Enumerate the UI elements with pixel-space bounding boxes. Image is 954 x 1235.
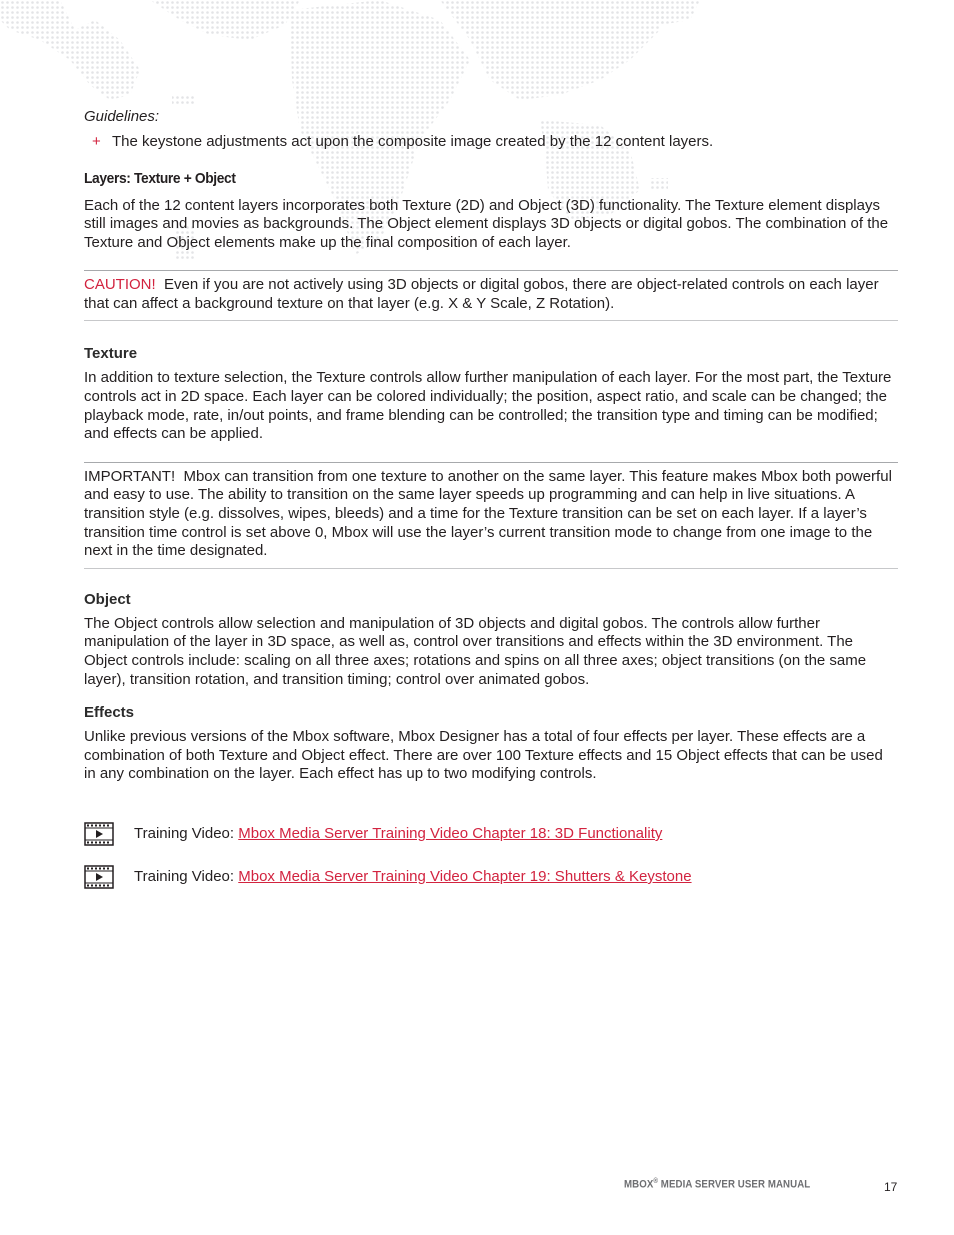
guidelines-label: Guidelines: bbox=[84, 108, 160, 125]
bullet-text: The keystone adjustments act upon the composite image created by the 12 content layers. bbox=[112, 133, 714, 150]
object-heading: Object bbox=[84, 590, 131, 608]
training-video-link-ch18[interactable]: Mbox Media Server Training Video Chapter 18: 3D Functionality bbox=[238, 824, 663, 842]
section-paragraph: Each of the 12 content layers incorporates both Texture (2D) and Object (3D) functionality. The Texture element displays still images and movies as backgrounds. The Object element displays 3D objects or digital gobos. The combination of the Texture and Object elements make up the final composition of each layer. bbox=[84, 196, 889, 251]
caution-label: CAUTION! bbox=[84, 276, 156, 294]
training-video-row bbox=[84, 865, 898, 889]
training-video-link-ch19[interactable]: Mbox Media Server Training Video Chapter 19: Shutters & Keystone bbox=[238, 867, 692, 885]
bullet-item bbox=[84, 133, 898, 152]
training-video-row bbox=[84, 822, 898, 846]
footer-brand: MBOX bbox=[624, 1178, 654, 1191]
texture-heading: Texture bbox=[84, 345, 138, 363]
footer-registered-mark: ® bbox=[653, 1178, 659, 1185]
effects-heading: Effects bbox=[84, 704, 135, 722]
important-text: Mbox can transition from one texture to another on the same layer. This feature makes Mbox both powerful and easy to use. The ability to transition on the same layer speeds up programming and can help in live situations. A transition style (e.g. dissolves, wipes, bleeds) and a time for the Texture transition can be set on each layer. If a layer’s transition time control is set above 0, Mbox will use the layer’s current transition mode to change from one image to the next in the time designated. bbox=[84, 467, 892, 560]
caution-text: Even if you are not actively using 3D objects or digital gobos, there are object-related controls on each layer that can affect a background texture on that layer (e.g. X & Y Scale, Z Rotation). bbox=[84, 276, 879, 312]
plus-bullet-icon: + bbox=[92, 133, 101, 150]
training-video-prefix: Training Video: bbox=[134, 867, 235, 885]
page-content bbox=[84, 108, 898, 889]
film-play-icon bbox=[84, 822, 114, 846]
section-heading: Layers: Texture + Object bbox=[84, 169, 236, 187]
object-paragraph: The Object controls allow selection and manipulation of 3D objects and digital gobos. The controls allow further manipulation of the layer in 3D space, as well as, control over transitions and effects within the 3D environment. The Object controls include: scaling on all three axes; rotations and spins on all three axes; object transitions (on the same layer), transition rotation, and transition timing; control over animated gobos. bbox=[84, 614, 867, 688]
important-label: IMPORTANT! bbox=[84, 467, 176, 485]
effects-paragraph: Unlike previous versions of the Mbox software, Mbox Designer has a total of four effects per layer. These effects are a combination of both Texture and Object effect. There are over 100 Texture effects and 15 Object effects that can be used in any combination on the layer. Each effect has up to two modifying controls. bbox=[84, 728, 883, 783]
page-number: 17 bbox=[884, 1180, 898, 1194]
important-note bbox=[84, 462, 898, 569]
texture-paragraph: In addition to texture selection, the Texture controls allow further manipulation of each layer. For the most part, the Texture controls act in 2D space. Each layer can be colored individually; the position, aspect ratio, and scale can be changed; the playback mode, rate, in/out points, and frame blending can be controlled; the transition type and timing can be modified; and effects can be applied. bbox=[84, 369, 892, 443]
footer-manual-title bbox=[624, 1178, 810, 1191]
film-play-icon bbox=[84, 865, 114, 889]
training-video-prefix: Training Video: bbox=[134, 824, 235, 842]
footer-title-text: MEDIA SERVER USER MANUAL bbox=[660, 1178, 811, 1191]
caution-note bbox=[84, 270, 898, 321]
